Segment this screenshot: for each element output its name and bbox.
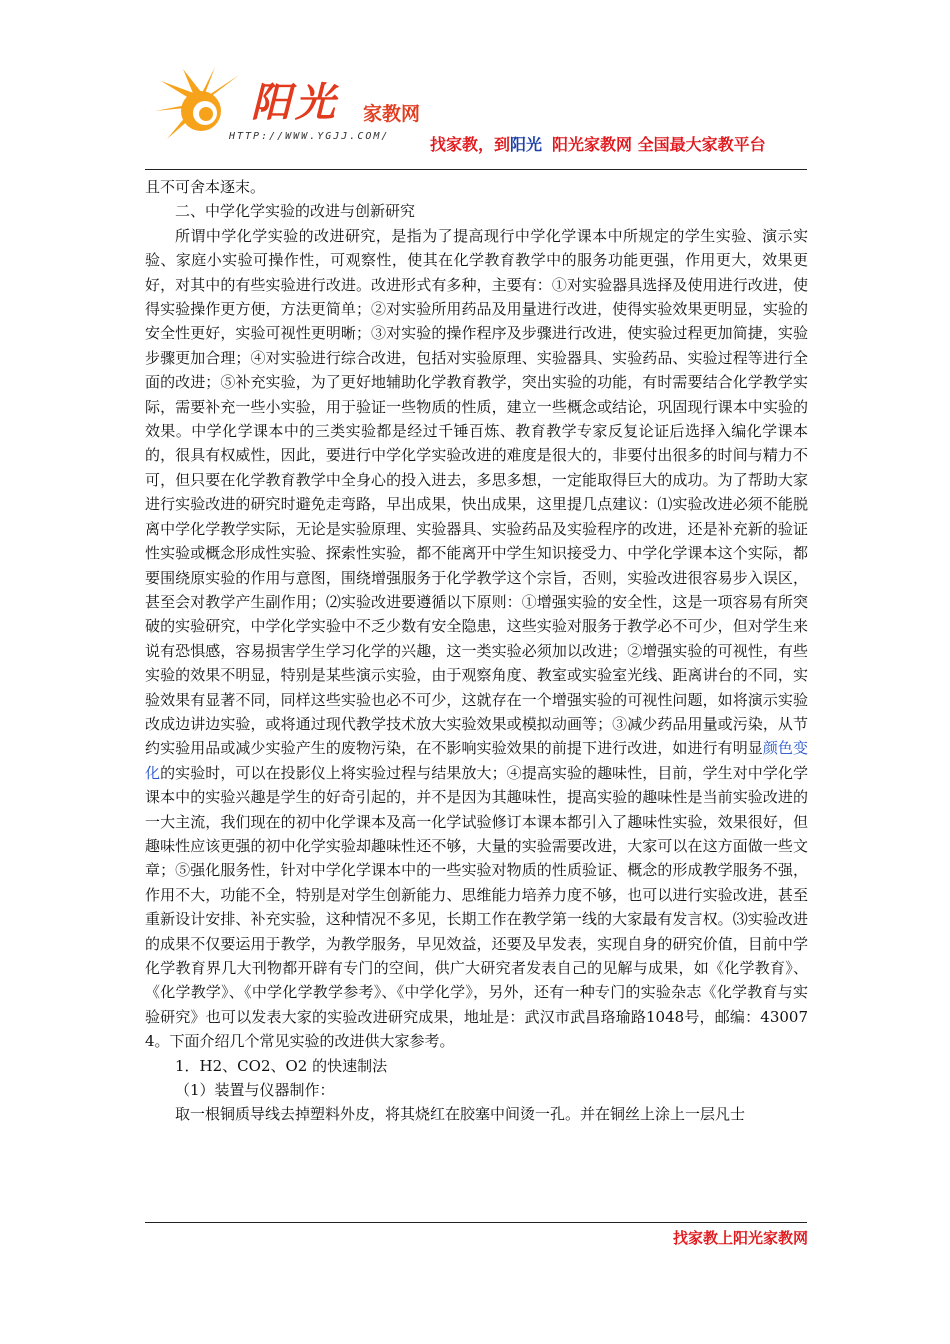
logo-text: 阳光: [251, 79, 339, 126]
document-body: [145, 175, 808, 1127]
paragraph-continuation: 且不可舍本逐末。: [145, 178, 266, 196]
logo-subtitle: 家教网: [363, 103, 421, 125]
footer-link[interactable]: 找家教上阳光家教网: [672, 1229, 808, 1247]
section-heading: 二、中学化学实验的改进与创新研究: [175, 202, 416, 221]
slogan-part-3: 阳光家教网 全国最大家教平台: [552, 135, 766, 154]
header-slogan: [430, 132, 766, 155]
main-text-before-link: 所谓中学化学实验的改进研究，是指为了提高现行中学化学课本中所规定的学生实验、演示实验、家庭小实验可操作性，可观察性，使其在化学教育教学中的服务功能更强，作用更大，效果更好，对其中的有些实验进行改进。改进形式有多种，主要有：①对实验器具选择及使用进行改进，使得实验操作更方便，方法更简单；②对实验所用药品及用量进行改进，使得实验效果更明显，实验的安全性更好，实验可视性更明晰；③对实验的操作程序及步骤进行改进，使实验过程更加简捷，实验步骤更加合理；④对实验进行综合改进，包括对实验原理、实验器具、实验药品、实验过程等进行全面的改进；⑤补充实验，为了更好地辅助化学教育教学，突出实验的功能，有时需要结合化学教学实际，需要补充一些小实验，用于验证一些物质的性质，建立一些概念或结论，巩固现行课本中实验的效果。中学化学课本中的三类实验都是经过千锤百炼、教育教学专家反复论证后选择入编化学课本的，很具有权威性，因此，要进行中学化学实验改进的难度是很大的，非要付出很多的时间与精力不可，但只要在化学教育教学中全身心的投入进去，多思多想，一定能取得巨大的成功。为了帮助大家进行实验改进的研究时避免走弯路，早出成果，快出成果，这里提几点建议：⑴实验改进必须不能脱离中学化学教学实际，无论是实验原理、实验器具、实验药品及实验程序的改进，还是补充新的验证性实验或概念形成性实验、探索性实验，都不能离开中学生知识接受力、中学化学课本这个实际，都要围绕原实验的作用与意图，围绕增强服务于化学教学这个宗旨，否则，实验改进很容易步入误区，甚至会对教学产生副作用；⑵实验改进要遵循以下原则：①增强实验的安全性，这是一项容易有所突破的实验研究，中学化学实验中不乏少数有安全隐患，这些实验对服务于教学必不可少，但对学生来说有恐惧感，容易损害学生学习化学的兴趣，这一类实验必须加以改进；②增强实验的可视性，有些实验的效果不明显，特别是某些演示实验，由于观察角度、教室或实验室光线、距离讲台的不同，实验效果有显著不同，同样这些实验也必不可少，这就存在一个增强实验的可视性问题，如将演示实验改成边讲边实验，或将通过现代教学技术放大实验效果或模拟动画等；③减少药品用量或污染，从节约实验用品或减少实验产生的废物污染，在不影响实验效果的前提下进行改进，如进行有明显: [145, 226, 808, 758]
site-logo[interactable]: [153, 61, 433, 145]
header-divider: [145, 169, 807, 170]
main-text-after-link: 的实验时，可以在投影仪上将实验过程与结果放大；④提高实验的趣味性，目前，学生对中学化学课本中的实验兴趣是学生的好奇引起的，并不是因为其趣味性，提高实验的趣味性是当前实验改进的一大主流，我们现在的初中化学课本及高一化学试验修订本课本都引入了趣味性实验，效果很好，但趣味性应该更强的初中化学实验却趣味性还不够，大量的实验需要改进，大家可以在这方面做一些文章；⑤强化服务性，针对中学化学课本中的一些实验对物质的性质验证、概念的形成教学服务不强，作用不大，功能不全，特别是对学生创新能力、思维能力培养力度不够，也可以进行实验改进，甚至重新设计安排、补充实验，这种情况不多见，长期工作在教学第一线的大家最有发言权。⑶实验改进的成果不仅要运用于教学，为教学服务，早见效益，还要及早发表，实现自身的研究价值，目前中学化学教育界几大刊物都开辟有专门的空间，供广大研究者发表自己的见解与成果，如《化学教育》、《化学教学》、《中学化学教学参考》、《中学化学》，另外，还有一种专门的实验杂志《化学教育与实验研究》也可以发表大家的实验改进研究成果，地址是：武汉市武昌珞瑜路1048号，邮编：430074。下面介绍几个常见实验的改进供大家参考。: [145, 763, 808, 1051]
logo-url: HTTP://WWW.YGJJ.COM/: [229, 131, 390, 142]
main-paragraph: [145, 224, 808, 1054]
footer-divider: [145, 1222, 807, 1223]
page-header: [145, 55, 808, 155]
sub-subsection-heading: （1）装置与仪器制作：: [175, 1081, 335, 1100]
slogan-part-2: 阳光: [510, 135, 543, 154]
slogan-part-1: 找家教，到: [430, 135, 511, 154]
paragraph-last: 取一根铜质导线去掉塑料外皮，将其烧红在胶塞中间烫一孔。并在铜丝上涂上一层凡士: [175, 1105, 746, 1124]
color-change-link[interactable]: 颜色变化: [145, 739, 808, 782]
subsection-heading: 1．H2、CO2、O2 的快速制法: [175, 1056, 388, 1075]
